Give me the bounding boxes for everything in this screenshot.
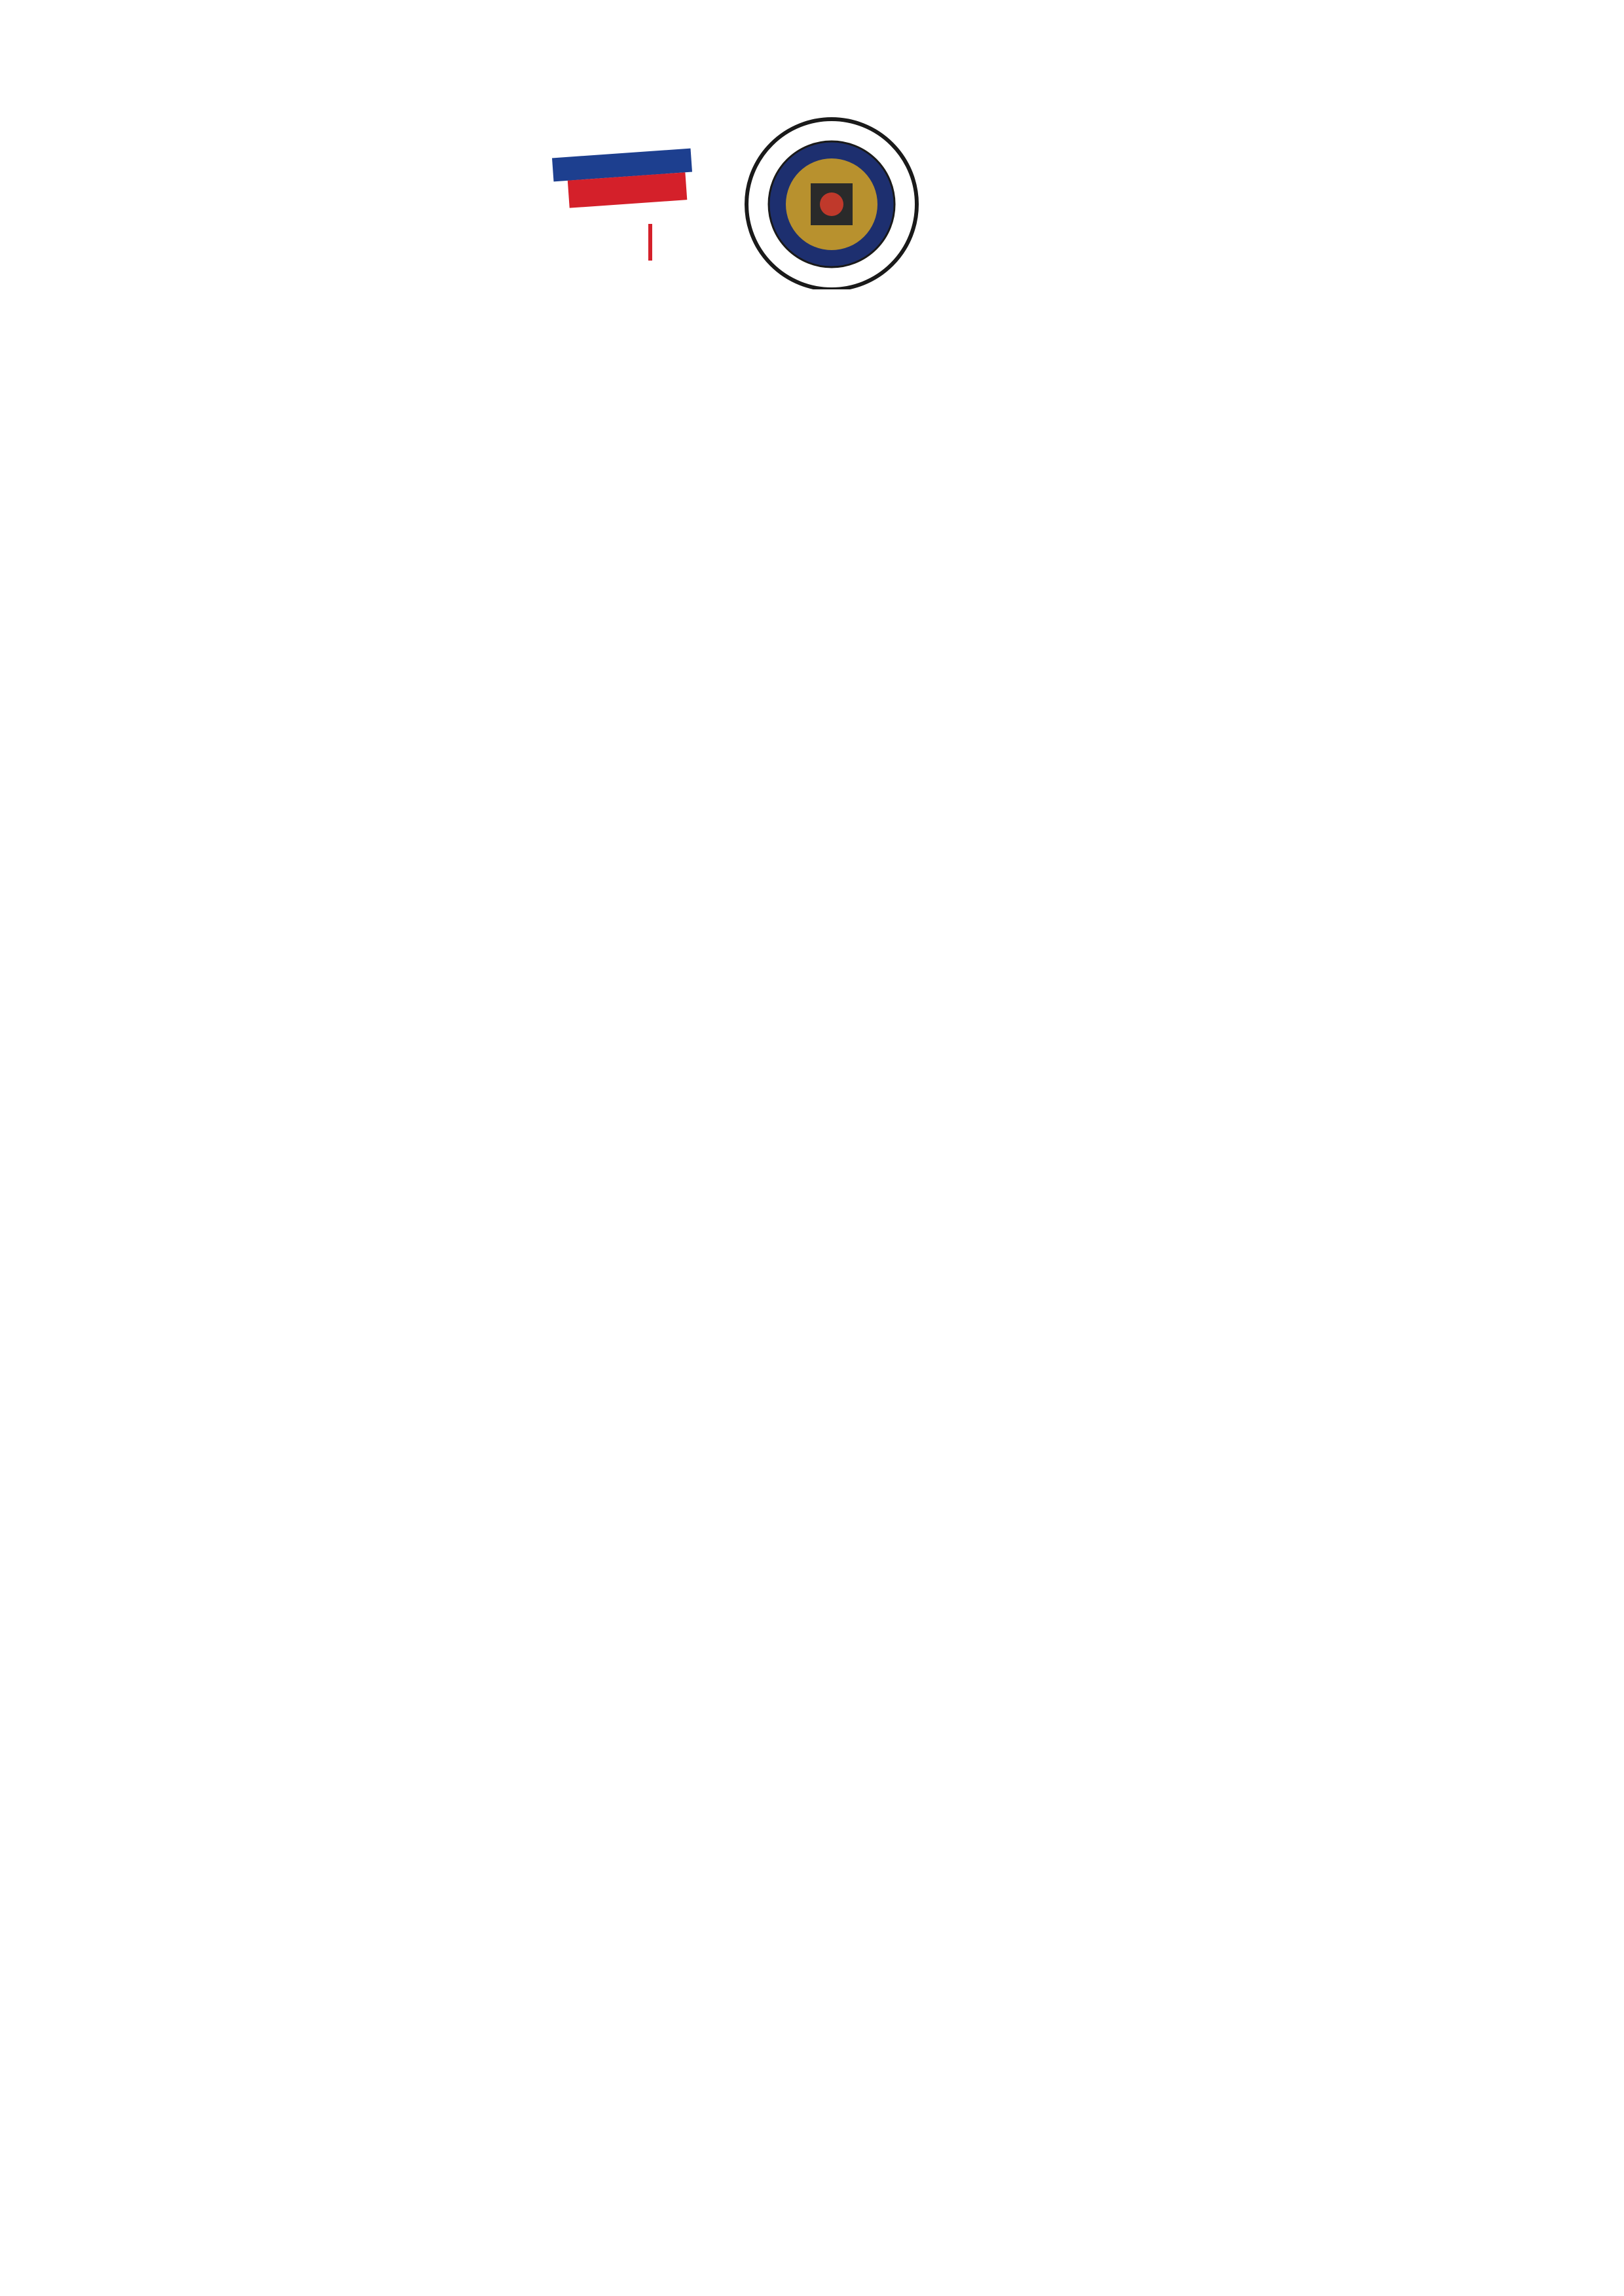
logo-bar [537,113,1126,289]
makabagong-halalan-logo [552,149,692,261]
